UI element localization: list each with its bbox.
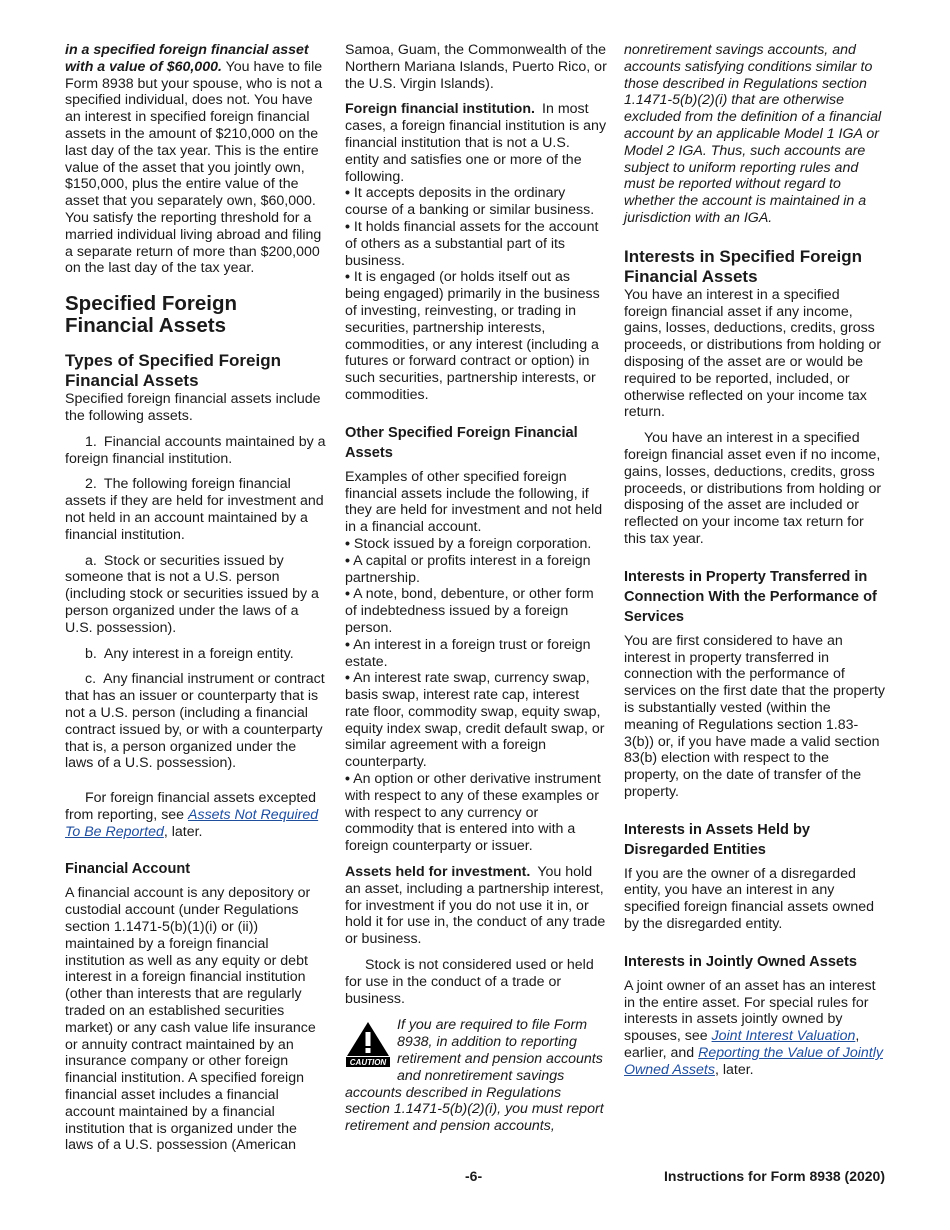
section-title-interests: Interests in Specified Foreign Financial Assets [624,246,863,286]
ffi-text: In most cases, a foreign financial institution is any financial institution that is not a U.S. entity and satisfies one or more of the following. [345,101,607,185]
interests-paragraph-1: You have an interest in a specified foreign financial asset if any income, gains, losses, deductions, credits, gross proceeds, or distributions from holding or disposing of the asset are or would be required to be reported, included, or otherwise reflected on your income tax return. [624,286,882,421]
bullet-text: An option or other derivative instrument with respect to any of these examples or with respect to any currency or commodity that is entered into with a foreign counterparty or issuer. [345,771,601,855]
footer-title: Instructions for Form 8938 (2020) [664,1168,885,1184]
ffi-heading: Foreign financial institution. [345,101,535,118]
bullet-text: It holds financial assets for the account of others as a substantial part of its business. [345,218,599,269]
list-item: • Stock issued by a foreign corporation. [345,535,592,552]
subsection-title-types: Types of Specified Foreign Financial Assets [65,351,281,391]
bullet-text: Stock issued by a foreign corporation. [353,535,592,552]
excepted-paragraph [65,790,327,840]
list-item-b: b. Any interest in a foreign entity. [85,645,294,662]
include-paragraph: Specified foreign financial assets include the following assets. [65,391,321,424]
held-text: You hold an asset, including a partnership interest, for investment if you do not use it in, or hold it for use in, the conduct of any trade or business. [345,864,606,948]
heading-disregarded-entities: Interests in Assets Held by Disregarded Entities [624,821,810,858]
bullet-text: It is engaged (or holds itself out as being engaged) primarily in the business of investing, reinvesting, or trading in securities, partnership interests, commodities, or any interest (including a futures or forward contract or option) in such securities, partnership interests, or commodities. [345,269,600,403]
list-item: • A capital or profits interest in a foreign partnership. [345,552,591,586]
caution-text: If you are required to file Form 8938, in addition to reporting retirement and pension accounts and nonretirement savings accounts described in Regulations section 1.1471-5(b)(2)(i), you must report retirement and pension accounts, [345,1017,604,1135]
intro-bold: in a specified foreign financial asset with a value of $60,000. [65,42,309,75]
heading-other-assets: Other Specified Foreign Financial Assets [345,424,578,461]
ffi-paragraph [345,101,607,185]
bullet-text: A note, bond, debenture, or other form of indebtedness issued by a foreign person. [345,586,594,636]
caution-icon [345,1020,391,1068]
caution-note [345,1017,607,1135]
bullet-text: An interest rate swap, currency swap, basis swap, interest rate cap, interest rate floor, commodity swap, equity swap, equity index swap, credit default swap, or similar agreement with a foreign counterparty. [345,670,605,771]
link-joint-interest-valuation[interactable]: Joint Interest Valuation [711,1028,856,1045]
jointly-owned-paragraph [624,978,886,1079]
bullet-text: A capital or profits interest in a foreign partnership. [345,552,591,586]
financial-account-paragraph: A financial account is any depository or custodial account (under Regulations section 1.1471-5(b)(1)(i) or (ii)) maintained by a foreign financial institution as well as any equity or debt interest in a foreign financial institution (other than interests that are regularly traded on an established securities market) or any cash value life insurance or annuity contract maintained by an insurance company or other foreign financial institution. A specified foreign financial asset includes a financial account maintained by a financial institution that is organized under the laws of a U.S. possession (American [65,885,316,1154]
section-title-specified-assets: Specified Foreign Financial Assets [65,292,237,338]
caution-label: CAUTION [349,1058,387,1068]
intro-text: You have to file Form 8938 but your spouse, who is not a specified individual, does not. You have an interest in specified foreign financial assets in the amount of $210,000 on the last day of the tax year. This is the entire value of the asset that you jointly own, $150,000, plus the entire value of the asset that you separately own, $60,000. You satisfy the reporting threshold for a married individual living abroad and filing a separate return of more than $200,000 on the last day of the tax year. [65,58,323,277]
list-item: • An interest rate swap, currency swap, basis swap, interest rate cap, interest rate floor, commodity swap, equity swap, equity index swap, credit default swap, or similar agreement with a foreign counterparty. [345,670,605,771]
caution-continuation: nonretirement savings accounts, and accounts satisfying conditions similar to those described in Regulations section 1.1471-5(b)(2)(i) that are otherwise excluded from the definition of a financial account by an applicable Model 1 IGA or Model 2 IGA. Thus, such accounts are subject to uniform reporting rules and must be reported without regard to whether the account is maintained in a jurisdiction with an IGA. [624,42,882,226]
bullet-text: An interest in a foreign trust or foreign estate. [345,636,591,670]
column-3 [624,42,886,1079]
joint-mid: , earlier, and [624,1028,860,1062]
list-item: • An option or other derivative instrument with respect to any of these examples or with respect to any currency or commodity that is entered into with a foreign counterparty or issuer. [345,771,601,855]
joint-text: A joint owner of an asset has an interest in the entire asset. For special rules for interests in assets jointly owned by spouses, see [624,977,876,1045]
heading-jointly-owned: Interests in Jointly Owned Assets [624,953,858,970]
column-1 [65,42,327,1154]
list-item-1: 1. Financial accounts maintained by a foreign financial institution. [65,433,326,467]
list-item: • It accepts deposits in the ordinary course of a banking or similar business. [345,185,595,219]
list-item-c: c. Any financial instrument or contract that has an issuer or counterparty that is not a U.S. person (including a financial contract issued by, or with a counterparty that is, a person organized under the laws of a U.S. possession). [65,671,325,772]
list-item-a: a. Stock or securities issued by someone that is not a U.S. person (including stock or securities issued by a person organized under the laws of a U.S. possession). [65,552,319,636]
list-item-2: 2. The following foreign financial assets if they are held for investment and not held in an account maintained by a financial institution. [65,476,324,543]
bullet-text: It accepts deposits in the ordinary course of a banking or similar business. [345,185,595,219]
excepted-post: , later. [163,823,203,840]
list-item: • An interest in a foreign trust or foreign estate. [345,636,591,670]
interests-paragraph-2: You have an interest in a specified foreign financial asset even if no income, gains, losses, deductions, credits, gross proceeds, or distributions from holding or disposing of the asset are included or reflected on your income tax return for this tax year. [624,430,882,547]
list-item: • A note, bond, debenture, or other form of indebtedness issued by a foreign person. [345,586,594,636]
held-paragraph [345,864,607,948]
heading-property-transferred: Interests in Property Transferred in Connection With the Performance of Services [624,568,877,625]
stock-paragraph: Stock is not considered used or held for use in the conduct of a trade or business. [345,957,594,1007]
list-item: • It is engaged (or holds itself out as being engaged) primarily in the business of investing, reinvesting, or trading in securities, partnership interests, commodities, or any interest (including a futures or forward contract or option) in such securities, partnership interests, or commodities. [345,269,600,403]
other-assets-paragraph: Examples of other specified foreign financial assets include the following, if they are held for investment and not held in a financial account. [345,468,603,536]
page-number: -6- [465,1168,483,1184]
intro-paragraph [65,42,327,277]
joint-post: , later. [714,1061,754,1078]
held-heading: Assets held for investment. [345,864,531,881]
continuation-paragraph: Samoa, Guam, the Commonwealth of the Northern Mariana Islands, Puerto Rico, or the U.S. Virgin Islands). [345,42,607,92]
excepted-text: For foreign financial assets excepted from reporting, see [65,790,317,823]
heading-financial-account: Financial Account [65,861,191,878]
link-assets-not-required[interactable]: Assets Not Required To Be Reported [65,806,319,840]
disregarded-paragraph: If you are the owner of a disregarded entity, you have an interest in any specified foreign financial assets owned by the disregarded entity. [624,865,875,933]
property-paragraph: You are first considered to have an interest in property transferred in connection with the performance of services on the first date that the property is substantially vested (within the meaning of Regulations section 1.83-3(b)) or, if you have made a valid section 83(b) election with respect to the property, on the date of transfer of the property. [624,632,886,800]
link-reporting-jointly-owned[interactable]: Reporting the Value of Jointly Owned Assets [624,1045,883,1078]
list-item: • It holds financial assets for the account of others as a substantial part of its business. [345,218,599,269]
column-2 [345,42,607,1135]
